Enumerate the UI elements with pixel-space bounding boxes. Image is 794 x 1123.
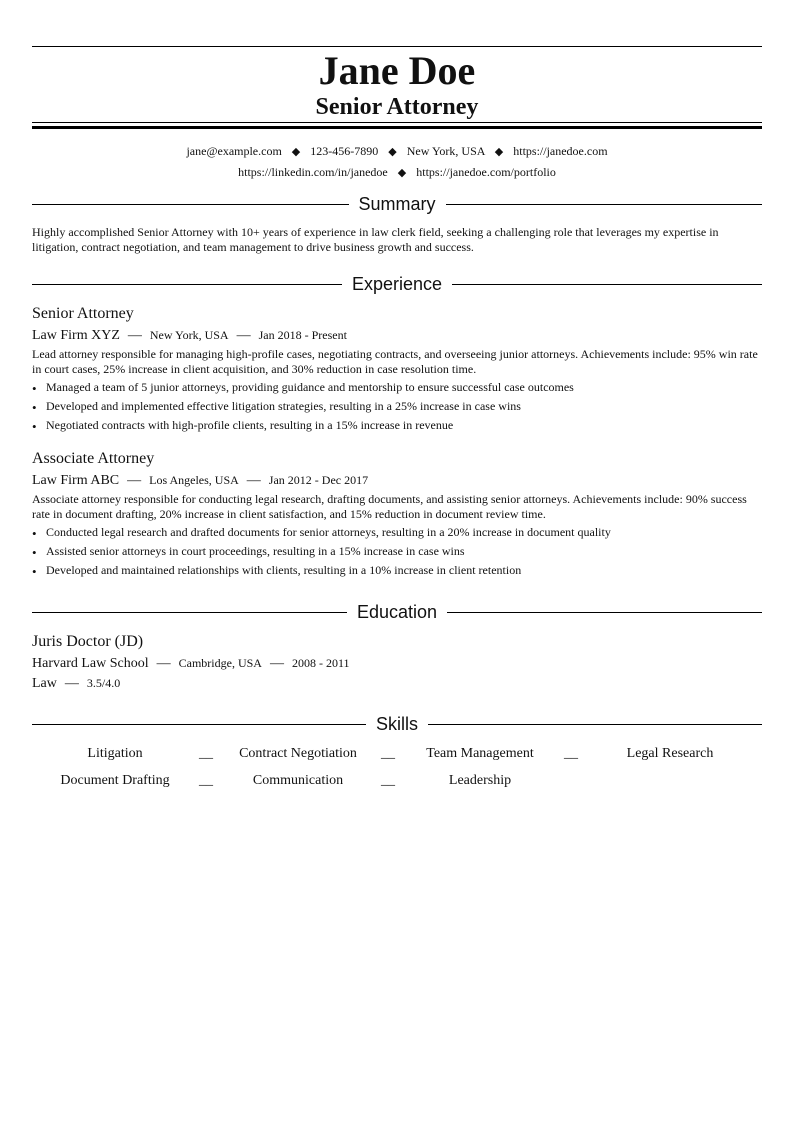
diamond-separator-icon: ◆ [291,146,301,158]
list-item [32,378,762,397]
skills-heading [32,713,762,735]
dash-separator: — [236,328,251,343]
contact-website[interactable]: https://janedoe.com [513,144,608,158]
dash-separator: — [156,656,171,671]
job-location: Los Angeles, USA [149,473,239,487]
header-thick-rule [32,126,762,129]
job-company: Law Firm XYZ [32,328,120,343]
summary-text: Highly accomplished Senior Attorney with 10+ years of experience in law clerk field, seeking a challenging role that leverages my expertise in litigation, contract negotiation, and team management to drive business growth and success. [32,225,719,254]
skills-row [32,745,762,772]
job-description: Associate attorney responsible for conducting legal research, drafting documents, and assisting senior attorneys. Achievements include: 90% success rate in document drafting, 20% increase in client satisfaction, and 15% reduction in document review time. [32,492,747,521]
dash-separator: — [64,676,79,691]
bullet-text: Managed a team of 5 junior attorneys, providing guidance and mentorship to ensure successful case outcomes [46,380,574,394]
education-gpa: 3.5/4.0 [86,676,121,690]
bullet-text: Developed and maintained relationships with clients, resulting in a 10% increase in client retention [46,563,522,577]
job-meta [32,326,347,345]
skill-item: Team Management [426,746,534,761]
education-degree: Juris Doctor (JD) [32,633,144,650]
list-item [32,523,762,542]
list-item [32,561,762,580]
summary-heading [32,193,762,215]
header-thin-rule [32,122,762,123]
list-item [32,542,762,561]
bullet-icon: • [32,400,37,415]
candidate-name: Jane Doe [318,48,476,93]
skills-row [32,772,762,799]
dash-separator: — [246,473,261,488]
job-description: Lead attorney responsible for managing high-profile cases, negotiating contracts, and overseeing junior attorneys. Achievements include: 95% win rate in court cases, 25% increase in client acquisition, and 30% reduction in case resolution time. [32,347,758,376]
bullet-text: Assisted senior attorneys in court proceedings, resulting in a 15% increase in case wins [46,544,465,558]
contact-line-2 [32,164,762,181]
skill-item: Communication [252,773,344,788]
contact-email[interactable]: jane@example.com [186,144,282,158]
skill-separator: __ [564,746,578,761]
heading-rule-left [32,724,366,725]
contact-portfolio[interactable]: https://janedoe.com/portfolio [416,165,556,179]
education-field-row [32,674,120,693]
job-company: Law Firm ABC [32,473,120,488]
list-item [32,397,762,416]
skill-separator: __ [381,773,395,788]
education-field: Law [32,676,57,691]
summary-heading-label: Summary [358,194,436,214]
education-school: Harvard Law School [32,656,149,671]
header-bottom-rules [32,122,762,129]
diamond-separator-icon: ◆ [397,167,407,179]
candidate-title: Senior Attorney [315,94,479,120]
skill-separator: __ [381,746,395,761]
skill-separator: __ [199,773,213,788]
job-bullets [32,378,762,435]
experience-heading [32,273,762,295]
bullet-text: Conducted legal research and drafted documents for senior attorneys, resulting in a 20% increase in document quality [46,525,611,539]
education-heading-label: Education [356,602,438,622]
contact-location: New York, USA [406,144,485,158]
education-meta [32,654,350,673]
bullet-icon: • [32,545,37,560]
contact-phone[interactable]: 123-456-7890 [310,144,379,158]
skill-item: Leadership [448,773,512,788]
heading-rule-right [447,612,762,613]
education-heading [32,601,762,623]
heading-rule-right [452,284,762,285]
diamond-separator-icon: ◆ [388,146,397,158]
job-title: Senior Attorney [32,305,134,322]
contact-linkedin[interactable]: https://linkedin.com/in/janedoe [238,165,388,179]
bullet-icon: • [32,526,37,541]
skill-item: Contract Negotiation [239,746,357,761]
job-dates: Jan 2012 - Dec 2017 [268,473,369,487]
skill-item: Litigation [87,746,143,761]
skill-item: Legal Research [626,746,714,761]
skills-heading-label: Skills [376,714,419,734]
skill-item: Document Drafting [60,773,170,788]
job-dates: Jan 2018 - Present [258,328,347,342]
header-top-rule [32,46,762,47]
bullet-text: Developed and implemented effective litigation strategies, resulting in a 25% increase in case wins [46,399,521,413]
dash-separator: — [127,473,142,488]
heading-rule-right [446,204,763,205]
heading-rule-left [32,612,347,613]
diamond-separator-icon: ◆ [494,146,504,158]
bullet-icon: • [32,381,37,396]
skill-separator: __ [199,746,213,761]
job-meta [32,471,368,490]
education-dates: 2008 - 2011 [291,656,350,670]
job-bullets [32,523,762,580]
experience-heading-label: Experience [351,274,443,294]
education-location: Cambridge, USA [178,656,262,670]
heading-rule-right [428,724,762,725]
skills-grid [32,745,762,799]
heading-rule-left [32,204,349,205]
dash-separator: — [127,328,142,343]
job-title: Associate Attorney [32,450,155,467]
dash-separator: — [269,656,284,671]
job-location: New York, USA [149,328,229,342]
bullet-icon: • [32,419,37,434]
contact-line-1 [32,143,762,160]
bullet-text: Negotiated contracts with high-profile clients, resulting in a 15% increase in revenue [46,418,454,432]
list-item [32,416,762,435]
bullet-icon: • [32,564,37,579]
heading-rule-left [32,284,342,285]
